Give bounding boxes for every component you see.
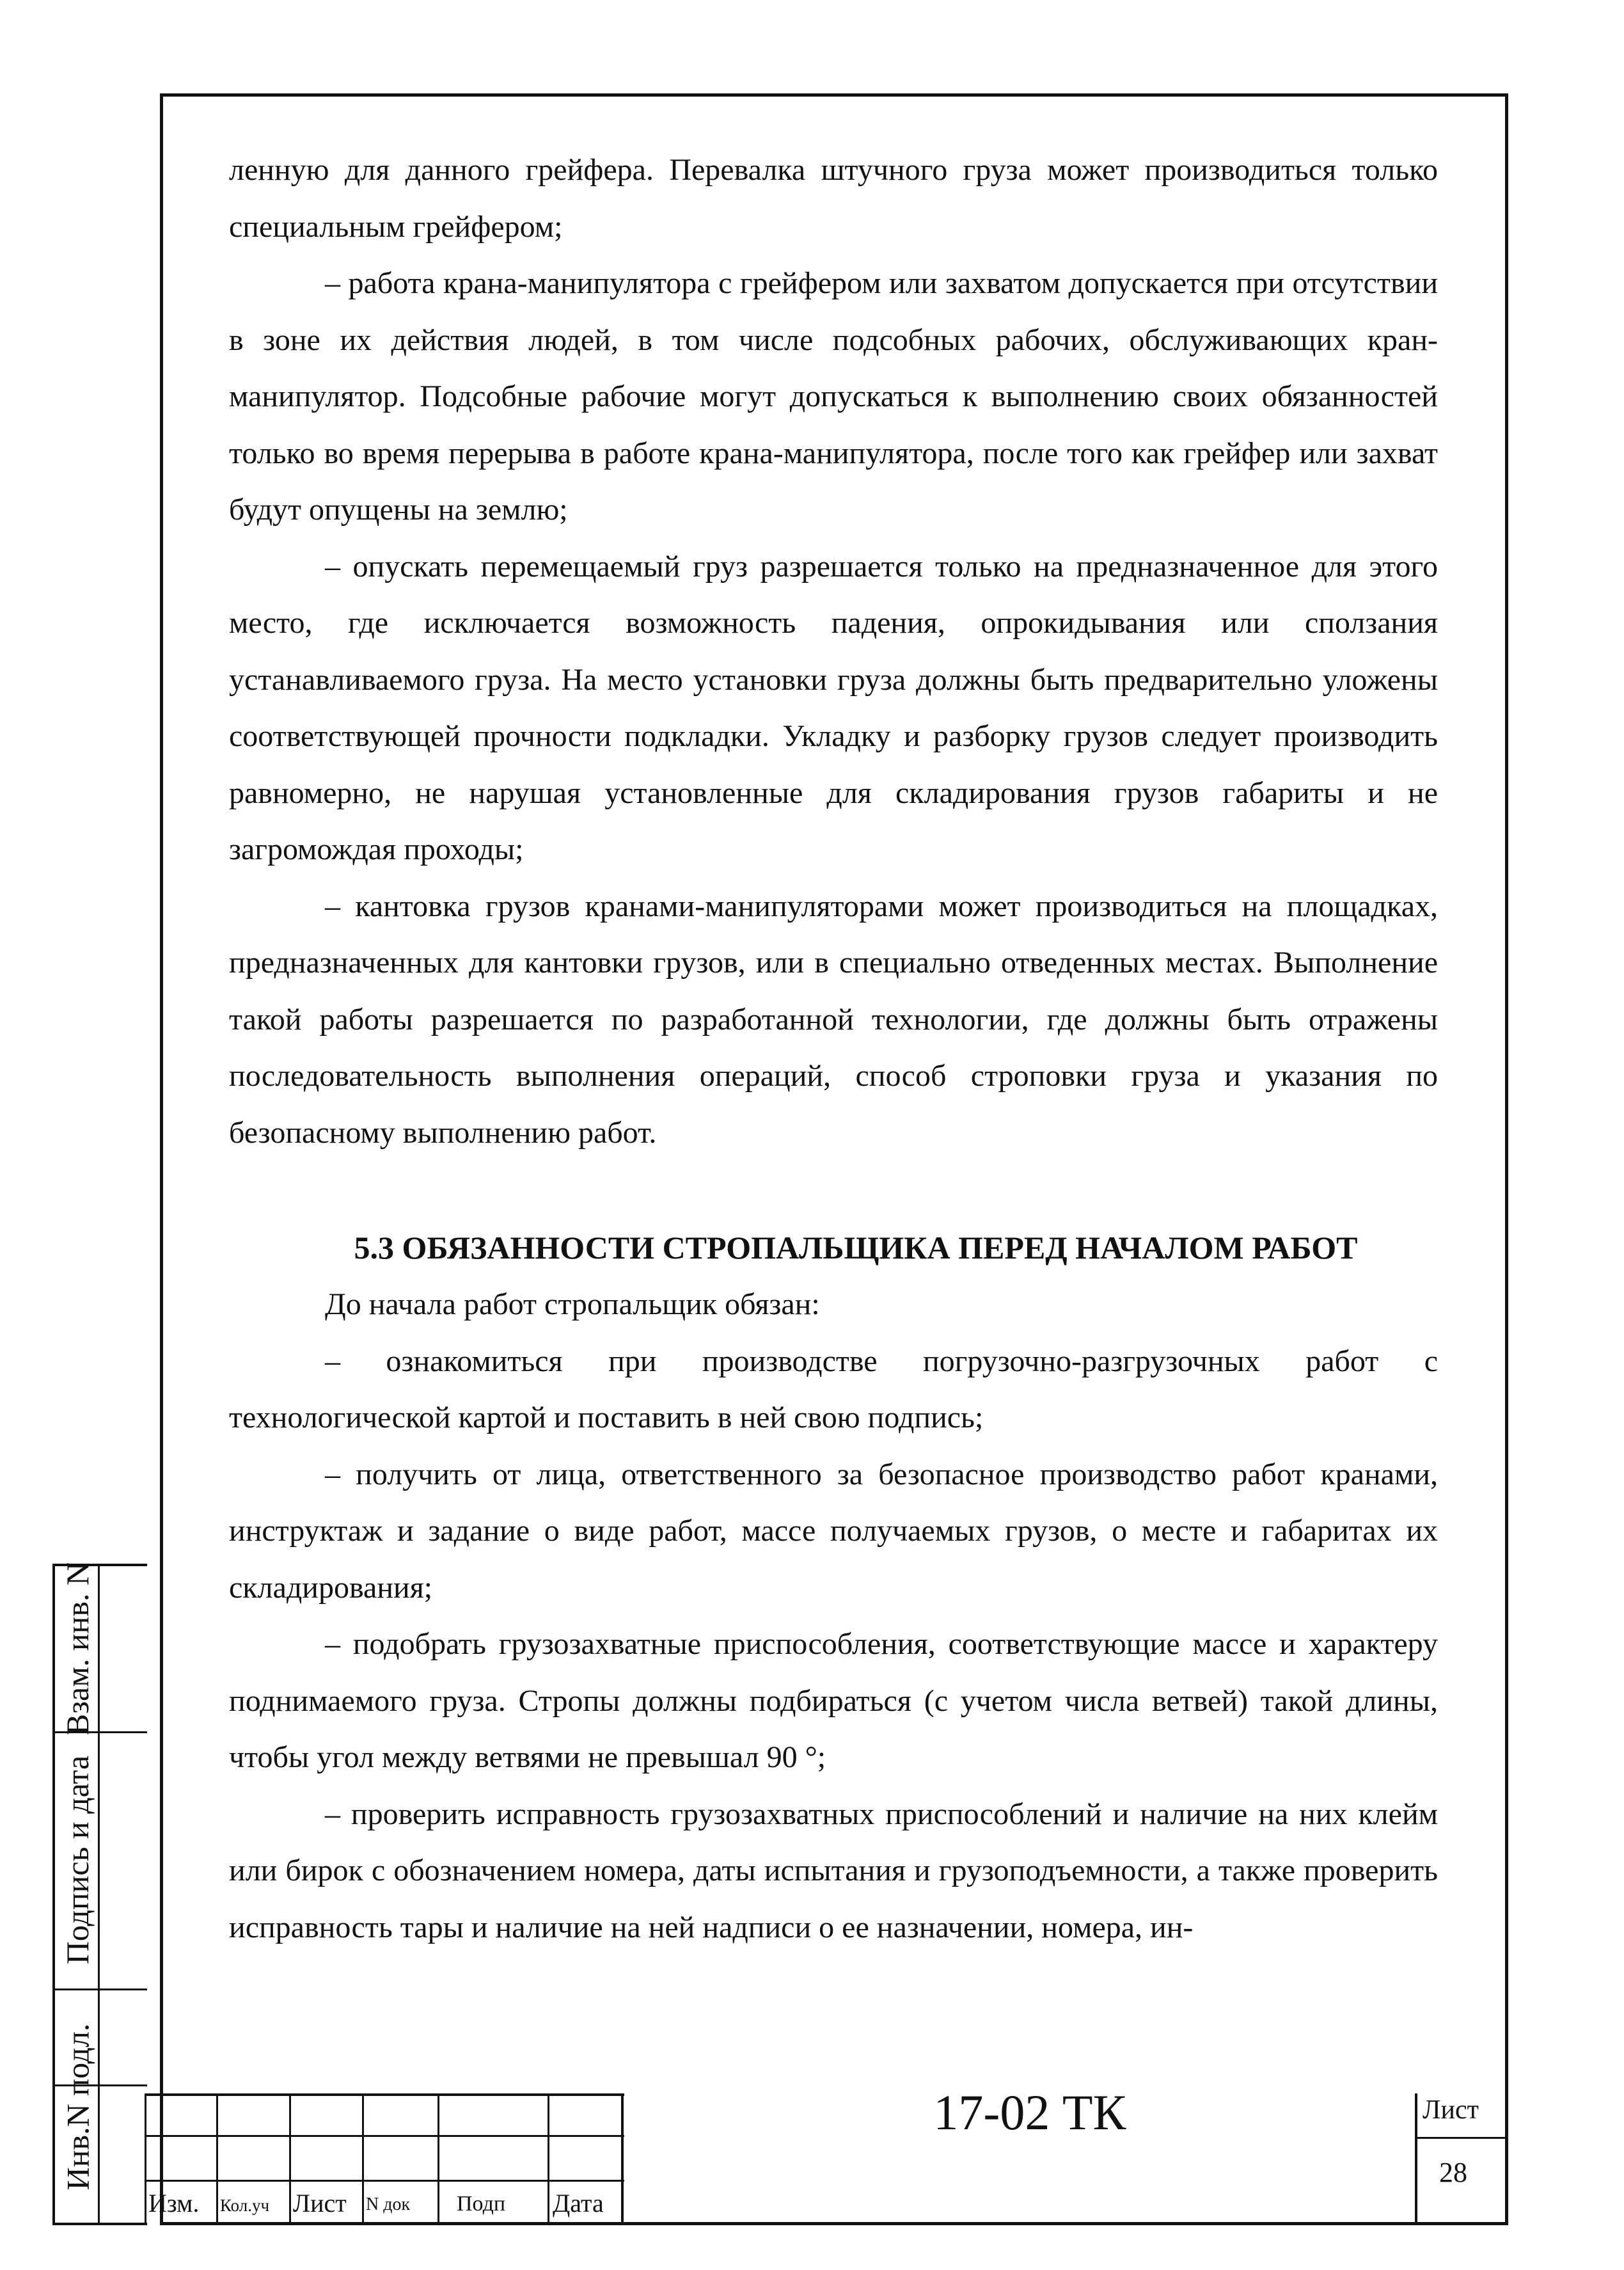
inv-podl-label: Инв.N подл. <box>59 2023 96 2191</box>
podpis-data-label: Подпись и дата <box>59 1755 95 1965</box>
n-dok-label: N док <box>366 2195 411 2214</box>
paragraph-7: – получить от лица, ответственного за безопасное производство работ кранами, инструктаж и задание о виде работ, массе получаемых грузов, о месте и габаритах их складирования; <box>229 1457 1438 1605</box>
paragraph-5: До начала работ стропальщик обязан: <box>325 1287 820 1321</box>
izm-label: Изм. <box>148 2189 200 2218</box>
kol-uch-label: Кол.уч <box>220 2196 270 2215</box>
title-block-line <box>145 2093 146 2225</box>
data-label: Дата <box>553 2189 604 2218</box>
title-block-line <box>1415 2093 1417 2225</box>
title-block-line <box>438 2093 439 2225</box>
sheet-label: Лист <box>1423 2095 1479 2125</box>
podp-label: Подп <box>457 2192 506 2216</box>
title-block-line <box>621 2093 624 2225</box>
paragraph-8: – подобрать грузозахватные приспособления, соответствующие массе и характеру поднимаемого груза. Стропы должны подбираться (с учетом числа ветвей) такой длины, чтобы угол между ветвями не превышал 90 °; <box>229 1627 1438 1774</box>
inv-podl-cell <box>55 1988 100 2225</box>
title-block-line <box>216 2093 218 2225</box>
list-label: Лист <box>293 2189 347 2218</box>
paragraph-2: – работа крана-манипулятора с грейфером или захватом допускается при отсутствии в зоне их действия людей, в том числе подсобных рабочих, обслуживающих кран-манипулятор. Подсобные рабочие могут допускаться к выполнению своих обязанностей только во время перерыва в работе крана-манипулятора, после того как грейфер или захват будут опущены на землю; <box>229 266 1438 527</box>
paragraph-9: – проверить исправность грузозахватных приспособлений и наличие на них клейм или бирок с обозначением номера, даты испытания и грузоподъемности, а также проверить исправность тары и наличие на ней надписи о ее назначении, номера, ин- <box>229 1797 1438 1944</box>
title-block <box>145 2093 1508 2225</box>
vzam-inv-cell <box>55 1562 100 1736</box>
sheet-number: 28 <box>1439 2157 1467 2188</box>
vzam-inv-label: Взам. инв. N <box>59 1562 96 1736</box>
paragraph-3: – опускать перемещаемый груз разрешается только на предназначенное для этого место, где исключается возможность падения, опрокидывания или сползания устанавливаемого груза. На место установки груза должны быть предварительно уложены соответствующей прочности подкладки. Укладку и разборку грузов следует производить равномерно, не нарушая установленные для складирования грузов габариты и не загромождая проходы; <box>229 549 1438 866</box>
title-block-line <box>362 2093 364 2225</box>
paragraph-1: ленную для данного грейфера. Перевалка штучного груза может производиться только специальным грейфером; <box>229 153 1438 244</box>
podpis-data-cell <box>55 1731 100 1988</box>
page-body <box>229 142 1438 1956</box>
title-block-line <box>289 2093 291 2225</box>
document-number: 17-02 ТК <box>933 2084 1126 2140</box>
paragraph-6: – ознакомиться при производстве погрузочно-разгрузочных работ с технологической картой и поставить в ней свою подпись; <box>229 1344 1438 1434</box>
paragraph-4: – кантовка грузов кранами-манипуляторами может производиться на площадках, предназначенных для кантовки грузов, или в специально отведенных местах. Выполнение такой работы разрешается по разработанной технологии, где должны быть отражены последовательность выполнения операций, способ строповки груза и указания по безопасному выполнению работ. <box>229 889 1438 1150</box>
section-heading: 5.3 ОБЯЗАННОСТИ СТРОПАЛЬЩИКА ПЕРЕД НАЧАЛОМ РАБОТ <box>354 1230 1358 1266</box>
title-block-line <box>548 2093 549 2225</box>
title-block-line <box>1415 2137 1508 2139</box>
side-stamp <box>52 1564 147 2225</box>
